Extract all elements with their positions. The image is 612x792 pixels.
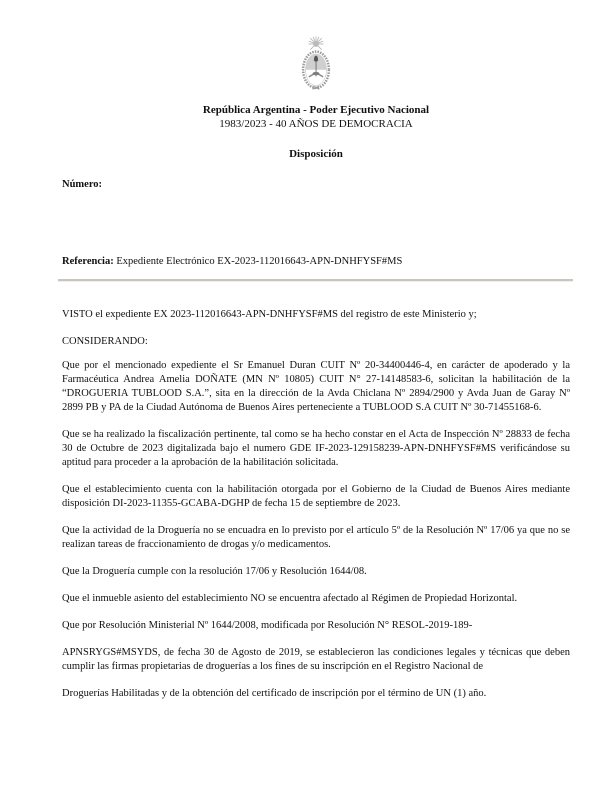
body-paragraph: Que por el mencionado expediente el Sr Emanuel Duran CUIT Nº 20-34400446-4, en carácter de apoderado y la Farmacéutica Andrea Amelia DOÑATE (MN Nº 10805) CUIT N° 27-14148583-6, solicitan la habilitación de la “DROGUERIA TUBLOOD S.A.”, sita en la dirección de la Avda Chiclana Nº 2894/2900 y Avda Juan de Garay Nº 2899 PB y PA de la Ciudad Autónoma de Buenos Aires perteneciente a TUBLOOD S.A CUIT Nº 30-71455168-6. (62, 360, 570, 413)
reference-field-value: Expediente Electrónico EX-2023-112016643-APN-DNHFYSF#MS (116, 256, 403, 267)
header-anniversary-line: 1983/2023 - 40 AÑOS DE DEMOCRACIA (219, 118, 413, 130)
document-body (62, 308, 570, 701)
number-field-label: Número: (62, 179, 103, 190)
body-paragraph: Que la actividad de la Droguería no se encuadra en lo previsto por el artículo 5º de la Resolución Nº 17/06 ya que no se realizan tareas de fraccionamiento de drogas y/o medicamentos. (62, 525, 570, 550)
body-paragraph: Que se ha realizado la fiscalización pertinente, tal como se ha hecho constar en el Acta de Inspección Nº 28833 de fecha 30 de Octubre de 2023 digitalizada bajo el numero GDE IF-2023-129158239-APN-DNHFYSF#MS verificándose su aptitud para proceder a la aprobación de la habilitación solicitada. (62, 429, 570, 468)
body-paragraph: Que la Droguería cumple con la resolución 17/06 y Resolución 1644/08. (62, 566, 367, 577)
body-paragraph: Que por Resolución Ministerial Nº 1644/2008, modificada por Resolución N° RESOL-2019-189- (62, 620, 473, 631)
document-header (62, 34, 570, 161)
header-org-line: República Argentina - Poder Ejecutivo Nacional (202, 104, 430, 116)
number-field (62, 178, 570, 192)
considerando-heading: CONSIDERANDO: (62, 336, 148, 347)
body-paragraph: Que el inmueble asiento del establecimiento NO se encuentra afectado al Régimen de Propiedad Horizontal. (62, 593, 518, 604)
visto-paragraph: VISTO el expediente EX 2023-112016643-APN-DNHFYSF#MS del registro de este Ministerio y; (62, 309, 477, 320)
argentina-coat-of-arms-icon (295, 34, 337, 94)
body-paragraph: APNSRYGS#MSYDS, de fecha 30 de Agosto de 2019, se establecieron las condiciones legales y técnicas que deben cumplir las firmas propietarias de droguerías a los fines de su inscripción en el Registro Nacional de (62, 647, 570, 672)
body-paragraph: Droguerías Habilitadas y de la obtención del certificado de inscripción por el término de UN (1) año. (62, 688, 487, 699)
reference-field (62, 255, 570, 269)
reference-field-label: Referencia: (62, 256, 114, 267)
body-paragraph: Que el establecimiento cuenta con la habilitación otorgada por el Gobierno de la Ciudad de Buenos Aires mediante disposición DI-2023-11355-GCABA-DGHP de fecha 15 de septiembre de 2023. (62, 484, 570, 509)
reference-divider (58, 279, 573, 282)
document-type-title: Disposición (289, 148, 343, 160)
